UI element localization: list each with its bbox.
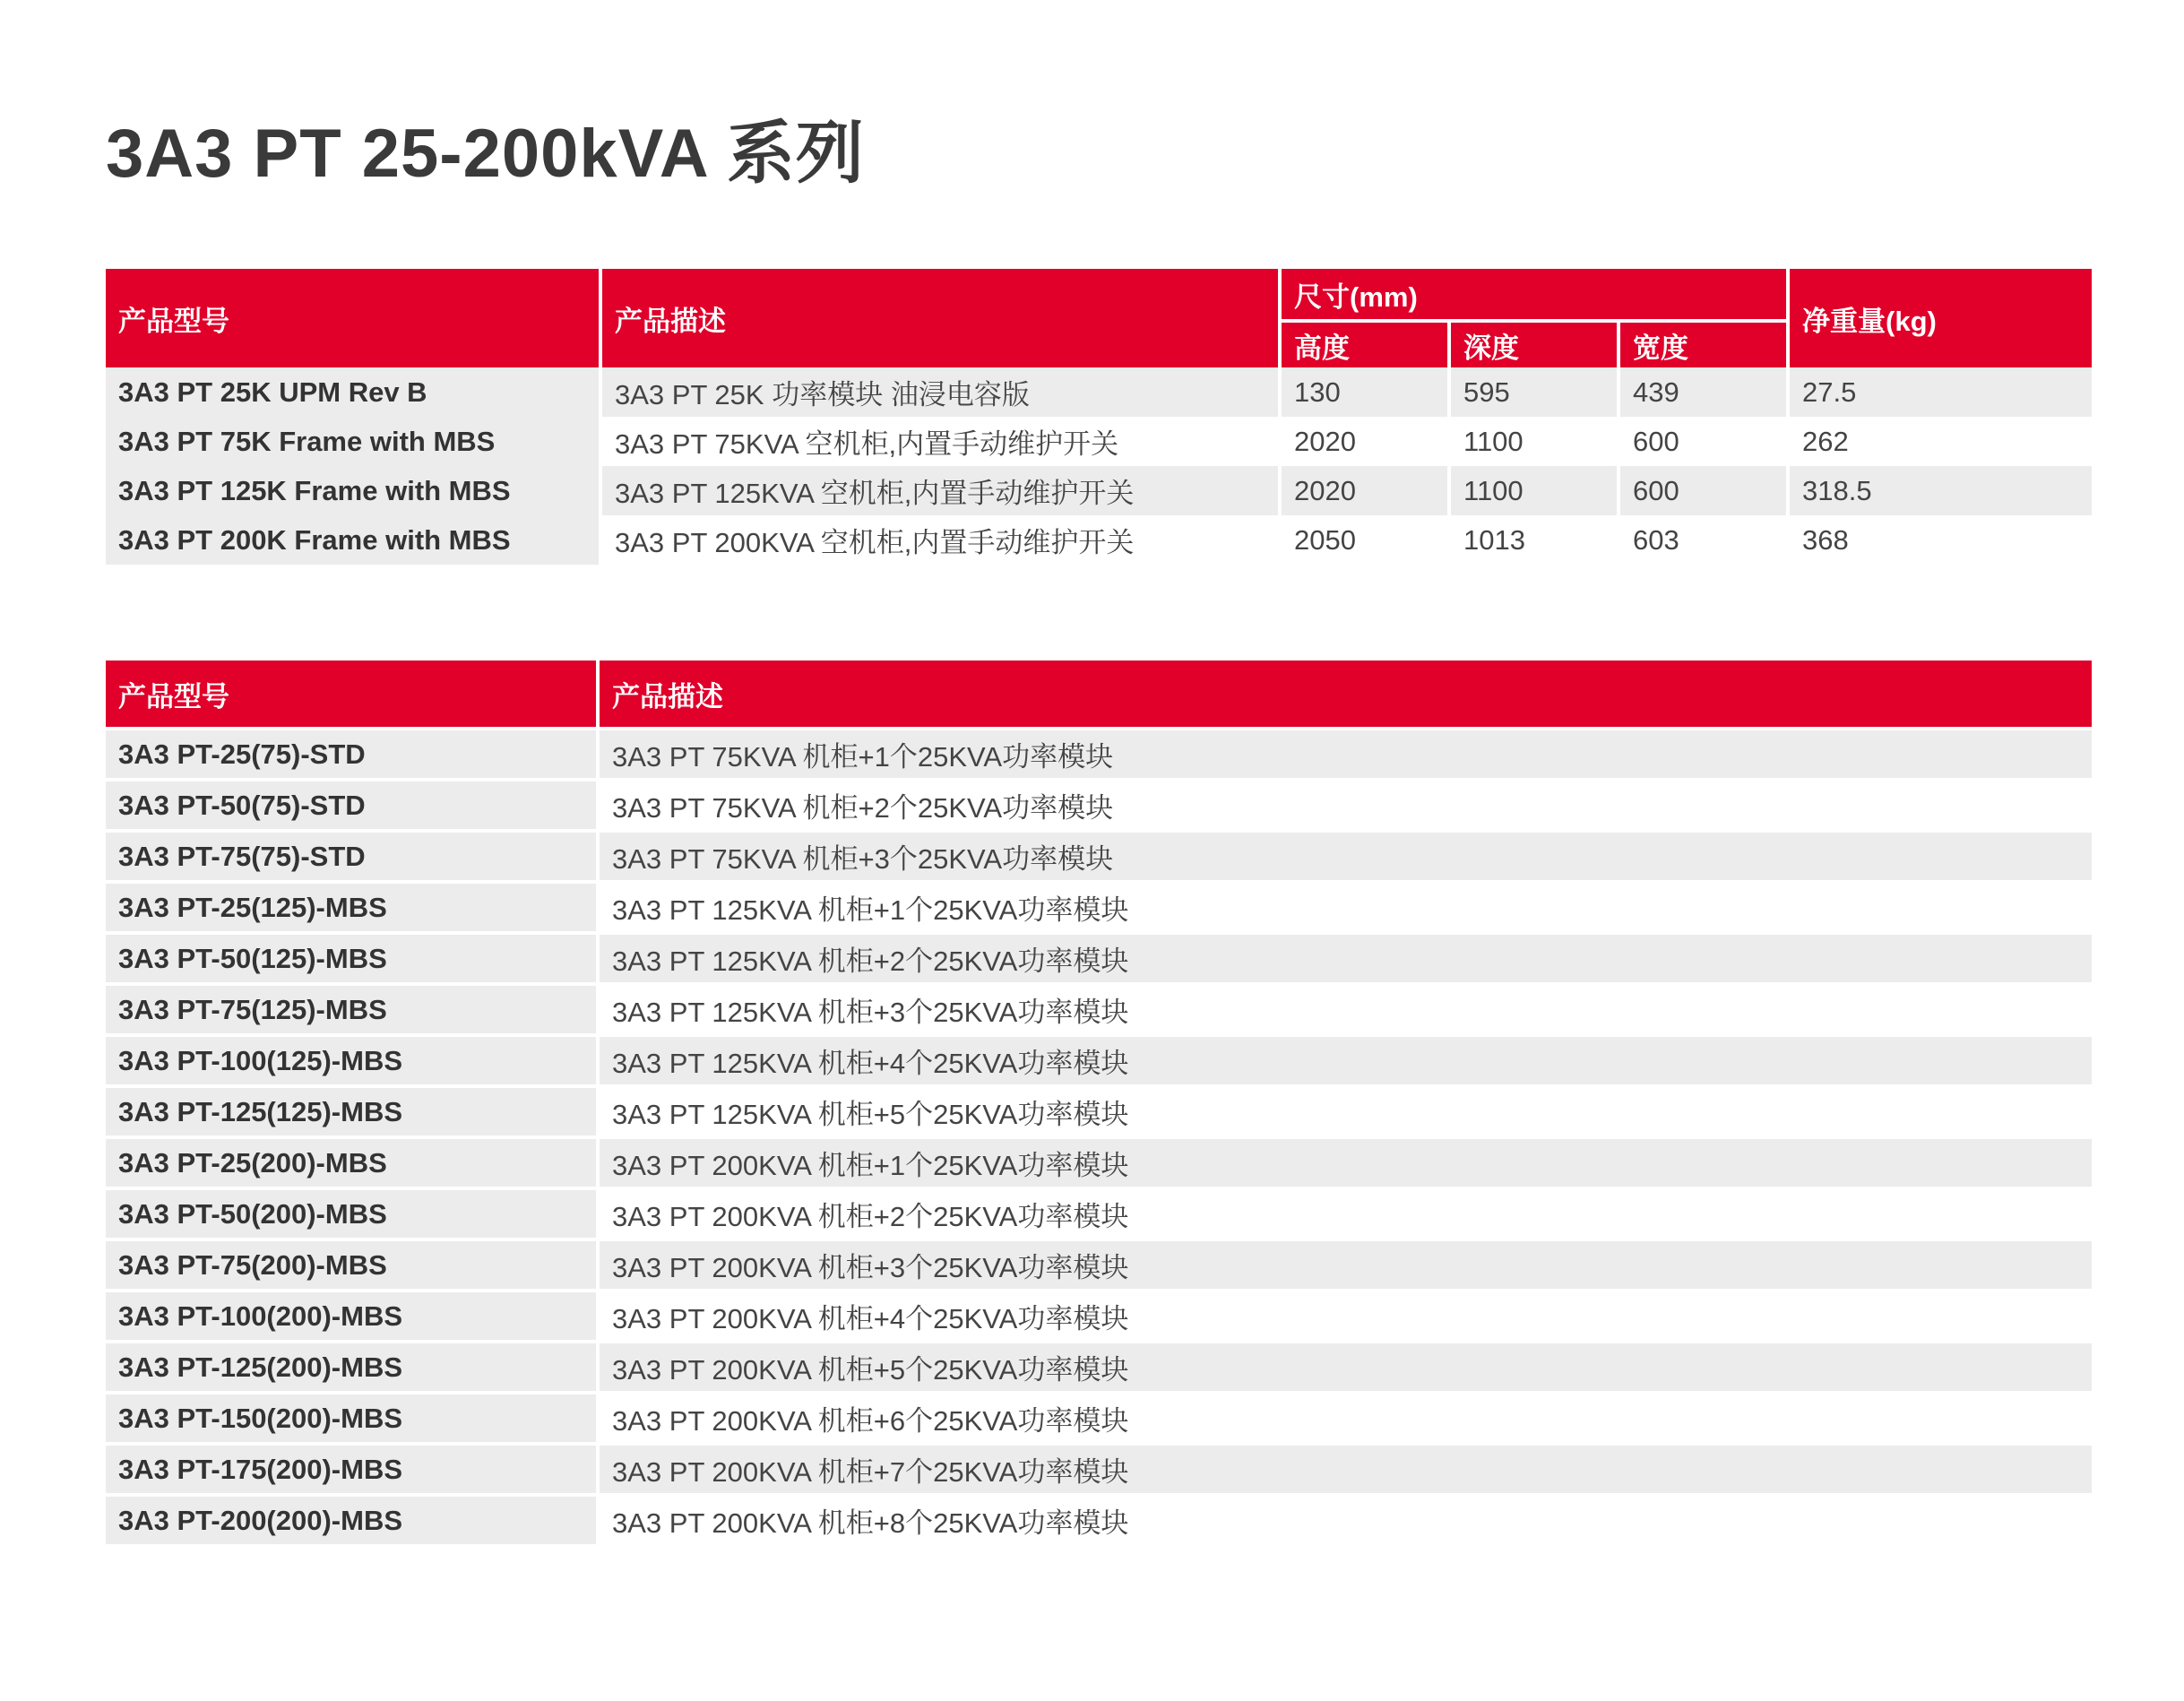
header-model: 产品型号	[106, 661, 600, 727]
header-description: 产品描述	[600, 661, 2092, 727]
cell-depth: 1013	[1451, 515, 1620, 565]
page-title: 3A3 PT 25-200kVA 系列	[106, 116, 865, 192]
cell-description: 3A3 PT 125KVA 机柜+4个25KVA功率模块	[600, 1033, 2092, 1084]
cell-height: 2020	[1282, 466, 1451, 515]
cell-width: 600	[1620, 466, 1790, 515]
cell-model: 3A3 PT-100(200)-MBS	[106, 1289, 600, 1340]
cell-description: 3A3 PT 200KVA 空机柜,内置手动维护开关	[602, 515, 1282, 565]
cell-model: 3A3 PT-125(125)-MBS	[106, 1084, 600, 1135]
table-row	[106, 466, 2092, 515]
cell-description: 3A3 PT 200KVA 机柜+4个25KVA功率模块	[600, 1289, 2092, 1340]
cell-description: 3A3 PT 200KVA 机柜+5个25KVA功率模块	[600, 1340, 2092, 1391]
models-table	[106, 661, 2092, 1544]
table-row	[106, 1033, 2092, 1084]
table-row	[106, 1289, 2092, 1340]
table-row	[106, 1187, 2092, 1238]
cell-model: 3A3 PT-125(200)-MBS	[106, 1340, 600, 1391]
table-row	[106, 727, 2092, 778]
cell-description: 3A3 PT 125KVA 机柜+5个25KVA功率模块	[600, 1084, 2092, 1135]
cell-model: 3A3 PT 25K UPM Rev B	[106, 367, 602, 417]
table-row	[106, 417, 2092, 466]
table-row	[106, 931, 2092, 982]
cell-depth: 1100	[1451, 417, 1620, 466]
table-row	[106, 515, 2092, 565]
table-row	[106, 1238, 2092, 1289]
cell-description: 3A3 PT 200KVA 机柜+6个25KVA功率模块	[600, 1391, 2092, 1442]
cell-description: 3A3 PT 125KVA 空机柜,内置手动维护开关	[602, 466, 1282, 515]
cell-description: 3A3 PT 75KVA 空机柜,内置手动维护开关	[602, 417, 1282, 466]
header-description: 产品描述	[602, 269, 1282, 367]
cell-weight: 318.5	[1790, 466, 2092, 515]
cell-model: 3A3 PT-25(200)-MBS	[106, 1135, 600, 1187]
table-row	[106, 1135, 2092, 1187]
header-depth: 深度	[1451, 319, 1620, 367]
header-size-group: 尺寸(mm)	[1282, 269, 1790, 319]
dimensions-table-body	[106, 367, 2092, 565]
cell-model: 3A3 PT-150(200)-MBS	[106, 1391, 600, 1442]
cell-description: 3A3 PT 25K 功率模块 油浸电容版	[602, 367, 1282, 417]
cell-model: 3A3 PT-25(75)-STD	[106, 727, 600, 778]
cell-weight: 27.5	[1790, 367, 2092, 417]
cell-model: 3A3 PT-50(75)-STD	[106, 778, 600, 829]
header-height: 高度	[1282, 319, 1451, 367]
table-row	[106, 367, 2092, 417]
cell-model: 3A3 PT 125K Frame with MBS	[106, 466, 602, 515]
cell-description: 3A3 PT 200KVA 机柜+7个25KVA功率模块	[600, 1442, 2092, 1493]
table-row	[106, 880, 2092, 931]
table-row	[106, 1442, 2092, 1493]
cell-depth: 595	[1451, 367, 1620, 417]
cell-model: 3A3 PT-75(200)-MBS	[106, 1238, 600, 1289]
cell-model: 3A3 PT 200K Frame with MBS	[106, 515, 602, 565]
table-row	[106, 829, 2092, 880]
cell-description: 3A3 PT 200KVA 机柜+3个25KVA功率模块	[600, 1238, 2092, 1289]
cell-height: 2050	[1282, 515, 1451, 565]
cell-model: 3A3 PT-50(200)-MBS	[106, 1187, 600, 1238]
cell-model: 3A3 PT-75(75)-STD	[106, 829, 600, 880]
table-row	[106, 982, 2092, 1033]
cell-model: 3A3 PT-200(200)-MBS	[106, 1493, 600, 1544]
cell-description: 3A3 PT 125KVA 机柜+1个25KVA功率模块	[600, 880, 2092, 931]
cell-description: 3A3 PT 75KVA 机柜+1个25KVA功率模块	[600, 727, 2092, 778]
table-row	[106, 1340, 2092, 1391]
cell-depth: 1100	[1451, 466, 1620, 515]
models-table-body	[106, 727, 2092, 1544]
cell-height: 130	[1282, 367, 1451, 417]
cell-model: 3A3 PT-50(125)-MBS	[106, 931, 600, 982]
header-weight: 净重量(kg)	[1790, 269, 2092, 367]
dimensions-table	[106, 269, 2092, 565]
cell-weight: 368	[1802, 523, 1849, 556]
cell-width: 600	[1620, 417, 1790, 466]
table-row	[106, 778, 2092, 829]
cell-description: 3A3 PT 75KVA 机柜+3个25KVA功率模块	[600, 829, 2092, 880]
cell-description: 3A3 PT 125KVA 机柜+3个25KVA功率模块	[600, 982, 2092, 1033]
cell-description: 3A3 PT 200KVA 机柜+8个25KVA功率模块	[600, 1493, 2092, 1544]
header-width: 宽度	[1620, 319, 1790, 367]
cell-description: 3A3 PT 200KVA 机柜+2个25KVA功率模块	[600, 1187, 2092, 1238]
cell-height: 2020	[1282, 417, 1451, 466]
cell-model: 3A3 PT-25(125)-MBS	[106, 880, 600, 931]
cell-weight: 262	[1802, 425, 1849, 457]
cell-model: 3A3 PT-100(125)-MBS	[106, 1033, 600, 1084]
cell-description: 3A3 PT 125KVA 机柜+2个25KVA功率模块	[600, 931, 2092, 982]
cell-model: 3A3 PT-175(200)-MBS	[106, 1442, 600, 1493]
cell-model: 3A3 PT-75(125)-MBS	[106, 982, 600, 1033]
header-model: 产品型号	[106, 269, 602, 367]
cell-description: 3A3 PT 75KVA 机柜+2个25KVA功率模块	[600, 778, 2092, 829]
table-row	[106, 1391, 2092, 1442]
cell-width: 603	[1620, 515, 1790, 565]
table-row	[106, 1084, 2092, 1135]
cell-model: 3A3 PT 75K Frame with MBS	[106, 417, 602, 466]
table-row	[106, 1493, 2092, 1544]
cell-description: 3A3 PT 200KVA 机柜+1个25KVA功率模块	[600, 1135, 2092, 1187]
cell-width: 439	[1620, 367, 1790, 417]
